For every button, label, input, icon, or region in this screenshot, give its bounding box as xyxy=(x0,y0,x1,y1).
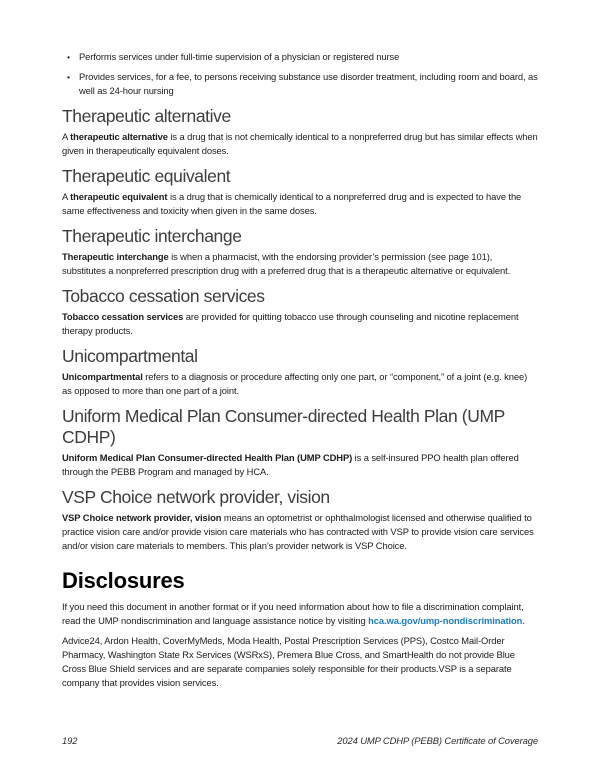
page-footer xyxy=(62,735,538,746)
definition-term: Tobacco cessation services xyxy=(62,311,184,322)
definition-paragraph xyxy=(62,370,538,398)
definition-rest: is a self-insured PPO health plan offered through the PEBB Program and managed by HCA. xyxy=(62,452,519,477)
definition-rest: are provided for quitting tobacco use through counseling and nicotine replacement therapy products. xyxy=(62,311,519,336)
definition-prefix: A xyxy=(62,131,71,142)
disclosures-heading: Disclosures xyxy=(62,568,185,593)
definition-paragraph xyxy=(62,190,538,218)
section-heading: Tobacco cessation services xyxy=(62,286,265,306)
disclosures-paragraph-1 xyxy=(62,600,538,628)
section-therapeutic-equivalent xyxy=(62,166,538,218)
definition-paragraph xyxy=(62,451,538,479)
section-vsp-choice-network-provider xyxy=(62,487,538,553)
definition-rest: is a drug that is not chemically identical to a nonpreferred drug but has similar effects when given in therapeutically equivalent doses. xyxy=(62,131,538,156)
section-ump-cdhp xyxy=(62,406,538,479)
link-trailing-period: . xyxy=(522,615,525,626)
nondiscrimination-link[interactable]: hca.wa.gov/ump-nondiscrimination xyxy=(368,615,523,626)
section-tobacco-cessation-services xyxy=(62,286,538,338)
bullet-icon: • xyxy=(67,72,70,82)
footer-doc-title: 2024 UMP CDHP (PEBB) Certificate of Coverage xyxy=(337,735,538,746)
definition-term: Therapeutic interchange xyxy=(62,251,169,262)
section-heading: Therapeutic alternative xyxy=(62,106,231,126)
list-item xyxy=(62,50,538,64)
definition-term: therapeutic alternative xyxy=(70,131,168,142)
section-heading: Unicompartmental xyxy=(62,346,198,366)
section-therapeutic-interchange xyxy=(62,226,538,278)
definition-term: VSP Choice network provider, vision xyxy=(62,512,222,523)
disclosures-paragraph-2: Advice24, Ardon Health, CoverMyMeds, Moda Health, Postal Prescription Services (PPS), Costco Mail-Order Pharmacy, Washington State Rx Services (WSRxS), Premera Blue Cross, and SmartHealth do not provide Blue Cross Blue Shield services and are separate companies solely responsible for their products.VSP is a separate company that provides vision services. xyxy=(62,635,515,688)
definition-rest: is a drug that is chemically identical to a nonpreferred drug and is expected to have the same effectiveness and toxicity when given in the same doses. xyxy=(62,191,522,216)
definition-paragraph xyxy=(62,310,538,338)
definition-paragraph xyxy=(62,511,538,553)
list-item xyxy=(62,70,538,98)
section-heading: Therapeutic interchange xyxy=(62,226,242,246)
bullet-icon: • xyxy=(67,52,70,62)
section-heading: Uniform Medical Plan Consumer-directed Health Plan (UMP CDHP) xyxy=(62,406,505,447)
bullet-text: Performs services under full-time supervision of a physician or registered nurse xyxy=(79,51,400,62)
definition-prefix: A xyxy=(62,191,71,202)
bullet-text: Provides services, for a fee, to persons receiving substance use disorder treatment, including room and board, as well as 24-hour nursing xyxy=(79,71,538,96)
definition-rest: is when a pharmacist, with the endorsing provider’s permission (see page 101), substitutes a nonpreferred prescription drug with a preferred drug that is a therapeutic alternative or equivalent. xyxy=(62,251,511,276)
definition-term: therapeutic equivalent xyxy=(70,191,168,202)
section-therapeutic-alternative xyxy=(62,106,538,158)
footer-page-number: 192 xyxy=(62,735,78,746)
section-heading: VSP Choice network provider, vision xyxy=(62,487,330,507)
definition-paragraph xyxy=(62,250,538,278)
section-unicompartmental xyxy=(62,346,538,398)
section-heading: Therapeutic equivalent xyxy=(62,166,231,186)
bullet-list xyxy=(62,50,538,98)
definition-rest: refers to a diagnosis or procedure affecting only one part, or “component,” of a joint (e.g. knee) as opposed to more than one part of a joint. xyxy=(62,371,528,396)
section-disclosures xyxy=(62,567,538,690)
definition-rest: means an optometrist or ophthalmologist licensed and otherwise qualified to practice vision care and/or provide vision care materials who has contracted with VSP to provide vision care services and/or vision care materials to members. This plan’s provider network is VSP Choice. xyxy=(62,512,534,551)
definition-term: Uniform Medical Plan Consumer-directed Health Plan (UMP CDHP) xyxy=(62,452,353,463)
definition-paragraph xyxy=(62,130,538,158)
definition-term: Unicompartmental xyxy=(62,371,143,382)
disclosures-text-before-link: If you need this document in another format or if you need information about how to file a discrimination complaint, read the UMP nondiscrimination and language assistance notice by visiting xyxy=(62,601,524,626)
